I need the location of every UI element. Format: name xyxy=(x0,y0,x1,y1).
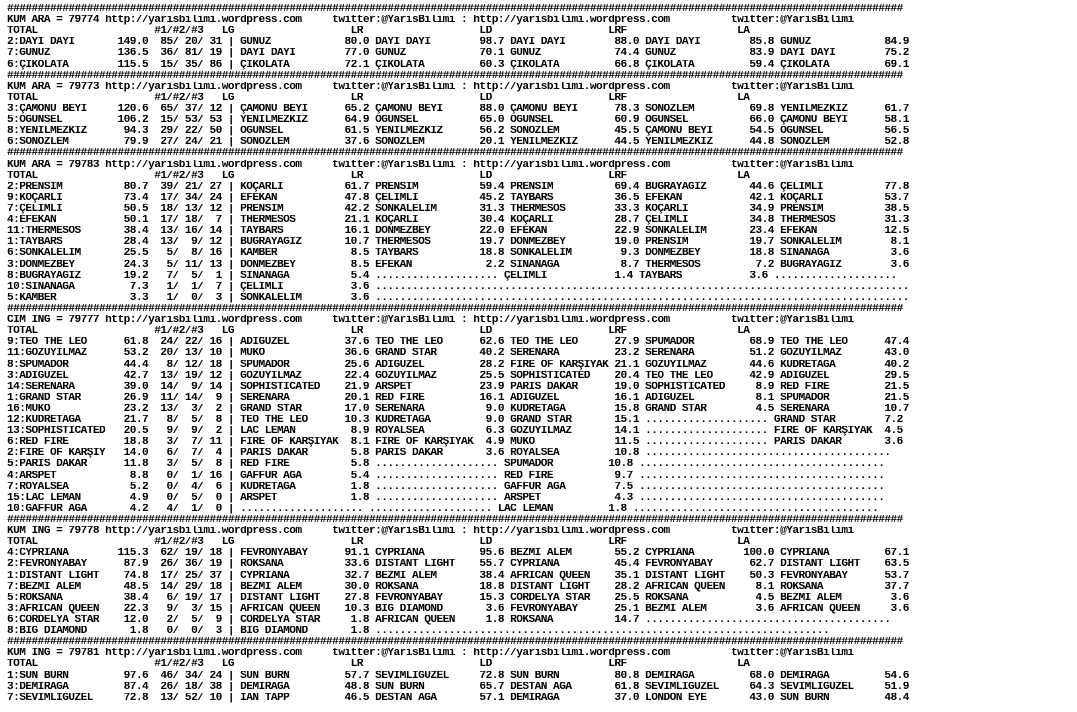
separator-line: ################################################################################################################################################## xyxy=(7,637,903,649)
column-header-line: TOTAL #1/#2/#3 LG LR LD LRF LA xyxy=(7,170,750,182)
horse-row-line: 11:GÖZÜYILMAZ 53.2 20/ 13/ 10 | MUKO 36.6 GRAND STAR 40.2 SERENARA 23.2 SERENARA 51.2 GÖZÜYILMAZ 43.0 xyxy=(7,348,909,360)
column-header-line: TOTAL #1/#2/#3 LG LR LD LRF LA xyxy=(7,326,750,338)
horse-row-line: 8:SPUMADOR 44.4 8/ 12/ 18 | SPUMADOR 25.6 ADIGÜZEL 28.2 FIRE OF KARŞIYAK 21.1 GÖZÜYILMAZ 44.6 KUDRETAĞA 40.2 xyxy=(7,359,909,371)
horse-row-line: 5:ROKSANA 38.4 6/ 19/ 17 | DISTANT LIGHT 27.8 FEVRONYABAY 15.3 CORDELYA STAR 25.5 ROKSANA 4.5 BEZMİ ALEM 3.6 xyxy=(7,592,909,604)
horse-row-line: 2:PRENSİM 80.7 39/ 21/ 27 | KOÇARLI 61.7 PRENSİM 59.4 PRENSİM 69.4 BUĞRAYAĞIZ 44.6 ÇELİMLİ 77.8 xyxy=(7,181,909,193)
horse-row-line: 8:YENİLMEZKIZ 94.3 29/ 22/ 50 | ÖĞÜNSEL 61.5 YENİLMEZKIZ 56.2 SONÖZLEM 45.5 ÇAMÖNÜ BEYİ 54.5 ÖĞÜNSEL 56.5 xyxy=(7,126,909,138)
horse-row-line: 2:DAYI DAYI 149.0 85/ 20/ 31 | GÜNÜZ 80.0 DAYI DAYI 98.7 DAYI DAYI 88.0 DAYI DAYI 85.8 GÜNÜZ 84.9 xyxy=(7,37,909,49)
column-header-line: TOTAL #1/#2/#3 LG LR LD LRF LA xyxy=(7,26,750,38)
race-header-line: KUM ARA = 79773 http://yarisbilimi.wordpress.com twitter:@YarisBilimi : http://yarisbilimi.wordpress.com twitter:@YarisBilimi xyxy=(7,81,854,93)
horse-row-line: 6:RED FIRE 18.8 3/ 7/ 11 | FIRE OF KARŞIYAK 8.1 FIRE OF KARŞIYAK 4.9 MUKO 11.5 .................... PARIS DAKAR 3.6 xyxy=(7,437,903,449)
horse-row-line: 3:ADIGÜZEL 42.7 13/ 19/ 12 | GÖZÜYILMAZ 22.4 GÖZÜYILMAZ 25.5 SOPHISTICATED 20.4 TEO THE LEO 42.9 ADIGÜZEL 29.5 xyxy=(7,370,909,382)
horse-row-line: 6:SONÖZLEM 79.9 27/ 24/ 21 | SONÖZLEM 37.6 SONÖZLEM 20.1 YENİLMEZKIZ 44.5 YENİLMEZKIZ 44.8 SONÖZLEM 52.8 xyxy=(7,137,909,149)
horse-row-line: 9:KOÇARLI 73.4 17/ 34/ 24 | EFEKAN 47.8 ÇELİMLİ 45.2 TAYBARS 36.5 EFEKAN 42.1 KOÇARLI 53.7 xyxy=(7,192,909,204)
horse-row-line: 10:GAFFUR AĞA 4.2 4/ 1/ 0 | .................... .................... LAC LEMAN 1.8 ........................................ xyxy=(7,503,879,515)
horse-row-line: 13:SOPHISTICATED 20.5 9/ 9/ 2 | LAC LEMAN 8.9 ROYALSEA 6.3 GÖZÜYILMAZ 14.1 .................... FIRE OF KARŞIYAK 4.5 xyxy=(7,426,903,438)
horse-row-line: 1:SUN BURN 97.6 46/ 34/ 24 | SUN BURN 57.7 SEVİMLİGÜZEL 72.8 SUN BURN 80.8 DEMİRAĞA 68.0 DEMİRAĞA 54.6 xyxy=(7,670,909,682)
horse-row-line: 4:ARSPET 8.8 0/ 1/ 16 | GAFFUR AĞA 5.4 .................... RED FIRE 9.7 ........................................ xyxy=(7,470,885,482)
horse-row-line: 7:GÜNÜZ 136.5 36/ 81/ 19 | DAYI DAYI 77.0 GÜNÜZ 70.1 GÜNÜZ 74.4 GÜNÜZ 83.9 DAYI DAYI 75.2 xyxy=(7,48,909,60)
horse-row-line: 2:FEVRONYABAY 87.9 26/ 36/ 19 | ROKSANA 33.6 DISTANT LIGHT 55.7 CYPRIANA 45.4 FEVRONYABAY 62.7 DISTANT LIGHT 63.5 xyxy=(7,559,909,571)
horse-row-line: 3:AFRICAN QUEEN 22.3 9/ 3/ 15 | AFRICAN QUEEN 10.3 BIG DIAMOND 3.6 FEVRONYABAY 25.1 BEZMİ ALEM 3.6 AFRICAN QUEEN 3.6 xyxy=(7,603,909,615)
horse-row-line: 1:TAYBARS 28.4 13/ 9/ 12 | BUĞRAYAĞIZ 10.7 THERMESOS 19.7 DÖNMEZBEY 19.0 PRENSİM 19.7 SONKALELİM 8.1 xyxy=(7,237,909,249)
horse-row-line: 7:BEZMİ ALEM 48.5 14/ 29/ 18 | BEZMİ ALEM 30.0 ROKSANA 18.8 DISTANT LIGHT 28.2 AFRICAN QUEEN 8.1 ROKSANA 37.7 xyxy=(7,581,909,593)
separator-line: ################################################################################################################################################## xyxy=(7,4,903,15)
column-header-line: TOTAL #1/#2/#3 LG LR LD LRF LA xyxy=(7,537,750,549)
horse-row-line: 8:BUĞRAYAĞIZ 19.2 7/ 5/ 1 | SİNANAĞA 5.4 .................... ÇELİMLİ 1.4 TAYBARS 3.6 .................... xyxy=(7,270,897,282)
separator-line: ################################################################################################################################################## xyxy=(7,148,903,160)
horse-row-line: 2:FIRE OF KARŞIY 14.0 6/ 7/ 4 | PARIS DAKAR 5.8 PARIS DAKAR 3.6 ROYALSEA 10.8 ........................................ xyxy=(7,448,891,460)
horse-row-line: 6:SONKALELİM 25.5 5/ 8/ 16 | KAMBER 8.5 TAYBARS 18.8 SONKALELİM 9.3 DÖNMEZBEY 18.8 SİNANAĞA 3.6 xyxy=(7,248,909,260)
horse-row-line: 12:KUDRETAĞA 21.7 8/ 5/ 8 | TEO THE LEO 10.3 KUDRETAĞA 9.0 GRAND STAR 15.1 .................... GRAND STAR 7.2 xyxy=(7,415,903,427)
horse-row-line: 7:ROYALSEA 5.2 0/ 4/ 6 | KUDRETAĞA 1.8 .................... GAFFUR AĞA 7.5 ........................................ xyxy=(7,481,885,493)
race-header-line: KUM ING = 79781 http://yarisbilimi.wordpress.com twitter:@YarisBilimi : http://yarisbilimi.wordpress.com twitter:@YarisBilimi xyxy=(7,648,854,660)
horse-row-line: 3:DÖNMEZBEY 24.3 5/ 11/ 13 | DÖNMEZBEY 8.5 EFEKAN 2.2 SİNANAĞA 8.7 THERMESOS 7.2 BUĞRAYAĞIZ 3.6 xyxy=(7,259,909,271)
horse-row-line: 14:SERENARA 39.0 14/ 9/ 14 | SOPHISTICATED 21.9 ARSPET 23.9 PARIS DAKAR 19.0 SOPHISTICATED 8.9 RED FIRE 21.5 xyxy=(7,381,909,393)
horse-row-line: 1:DISTANT LIGHT 74.8 17/ 25/ 37 | CYPRIANA 32.7 BEZMİ ALEM 38.4 AFRICAN QUEEN 35.1 DISTANT LIGHT 50.3 FEVRONYABAY 53.7 xyxy=(7,570,909,582)
horse-row-line: 11:THERMESOS 38.4 13/ 16/ 14 | TAYBARS 16.1 DÖNMEZBEY 22.0 EFEKAN 22.9 SONKALELİM 23.4 EFEKAN 12.5 xyxy=(7,226,909,238)
horse-row-line: 15:LAC LEMAN 4.9 0/ 5/ 0 | ARSPET 1.8 .................... ARSPET 4.3 ........................................ xyxy=(7,492,885,504)
horse-row-line: 4:EFEKAN 50.1 17/ 18/ 7 | THERMESOS 21.1 KOÇARLI 30.4 KOÇARLI 28.7 ÇELİMLİ 34.8 THERMESOS 31.3 xyxy=(7,215,909,227)
horse-row-line: 7:ÇELİMLİ 50.5 18/ 13/ 12 | PRENSİM 42.2 SONKALELİM 31.3 THERMESOS 33.3 KOÇARLI 34.9 PRENSİM 38.5 xyxy=(7,203,909,215)
horse-row-line: 3:ÇAMÖNÜ BEYİ 120.6 65/ 37/ 12 | ÇAMÖNÜ BEYİ 65.2 ÇAMÖNÜ BEYİ 88.0 ÇAMÖNÜ BEYİ 78.3 SONÖZLEM 69.8 YENİLMEZKIZ 61.7 xyxy=(7,103,909,115)
separator-line: ################################################################################################################################################## xyxy=(7,70,903,82)
race-header-line: KUM ARA = 79774 http://yarisbilimi.wordpress.com twitter:@YarisBilimi : http://yarisbilimi.wordpress.com twitter:@YarisBilimi xyxy=(7,15,854,27)
horse-row-line: 16:MUKO 23.2 13/ 3/ 2 | GRAND STAR 17.0 SERENARA 9.0 KUDRETAĞA 15.8 GRAND STAR 4.5 SERENARA 10.7 xyxy=(7,403,909,415)
separator-line: ################################################################################################################################################## xyxy=(7,515,903,527)
horse-row-line: 4:CYPRIANA 115.3 62/ 19/ 18 | FEVRONYABAY 91.1 CYPRIANA 95.6 BEZMİ ALEM 55.2 CYPRIANA 100.0 CYPRIANA 67.1 xyxy=(7,548,909,560)
horse-row-line: 9:TEO THE LEO 61.8 24/ 22/ 16 | ADIGÜZEL 37.6 TEO THE LEO 62.6 TEO THE LEO 27.9 SPUMADOR 68.9 TEO THE LEO 47.4 xyxy=(7,337,909,349)
horse-row-line: 6:CORDELYA STAR 12.0 2/ 5/ 9 | CORDELYA STAR 1.8 AFRICAN QUEEN 1.8 ROKSANA 14.7 ........................................ xyxy=(7,615,891,627)
horse-row-line: 5:PARIS DAKAR 11.8 3/ 5/ 8 | RED FIRE 5.8 .................... SPUMADOR 10.8 ........................................ xyxy=(7,459,885,471)
column-header-line: TOTAL #1/#2/#3 LG LR LD LRF LA xyxy=(7,659,750,671)
horse-row-line: 5:ÖĞÜNSEL 106.2 15/ 53/ 53 | YENİLMEZKIZ 64.9 ÖĞÜNSEL 65.0 ÖĞÜNSEL 60.9 ÖĞÜNSEL 66.0 ÇAMÖNÜ BEYİ 58.1 xyxy=(7,115,909,127)
race-header-line: KUM ING = 79778 http://yarisbilimi.wordpress.com twitter:@YarisBilimi : http://yarisbilimi.wordpress.com twitter:@YarisBilimi xyxy=(7,526,854,538)
horse-row-line: 1:GRAND STAR 26.9 11/ 14/ 9 | SERENARA 20.1 RED FIRE 16.1 ADIGÜZEL 16.1 ADIGÜZEL 8.1 SPUMADOR 21.5 xyxy=(7,392,909,404)
horse-row-line: 6:ÇİKOLATA 115.5 15/ 35/ 86 | ÇİKOLATA 72.1 ÇİKOLATA 60.3 ÇİKOLATA 66.8 ÇİKOLATA 59.4 ÇİKOLATA 69.1 xyxy=(7,59,909,71)
horse-row-line: 8:BIG DIAMOND 1.8 0/ 0/ 3 | BIG DIAMOND 1.8 .......................................................................... xyxy=(7,626,830,638)
race-header-line: KUM ARA = 79783 http://yarisbilimi.wordpress.com twitter:@YarisBilimi : http://yarisbilimi.wordpress.com twitter:@YarisBilimi xyxy=(7,159,854,171)
race-header-line: CIM ING = 79777 http://yarisbilimi.wordpress.com twitter:@YarisBilimi : http://yarisbilimi.wordpress.com twitter:@YarisBilimi xyxy=(7,315,854,327)
horse-row-line: 3:DEMİRAĞA 87.4 26/ 18/ 38 | DEMİRAĞA 48.8 SUN BURN 65.7 DESTAN AGA 61.8 SEVİMLİGÜZEL 64.3 SEVİMLİGÜZEL 51.9 xyxy=(7,681,909,693)
horse-row-line: 5:KAMBER 3.3 1/ 0/ 3 | SONKALELİM 3.6 ....................................................................................... xyxy=(7,292,909,304)
separator-line: ################################################################################################################################################## xyxy=(7,303,903,315)
horse-row-line: 7:SEVİMLİGÜZEL 72.8 13/ 52/ 10 | IAN TAPP 46.5 DESTAN AGA 57.1 DEMİRAĞA 37.0 LONDON EYE 43.0 SUN BURN 48.4 xyxy=(7,692,909,704)
column-header-line: TOTAL #1/#2/#3 LG LR LD LRF LA xyxy=(7,92,750,104)
horse-row-line: 10:SİNANAĞA 7.3 1/ 1/ 7 | ÇELİMLİ 3.6 ....................................................................................... xyxy=(7,281,909,293)
